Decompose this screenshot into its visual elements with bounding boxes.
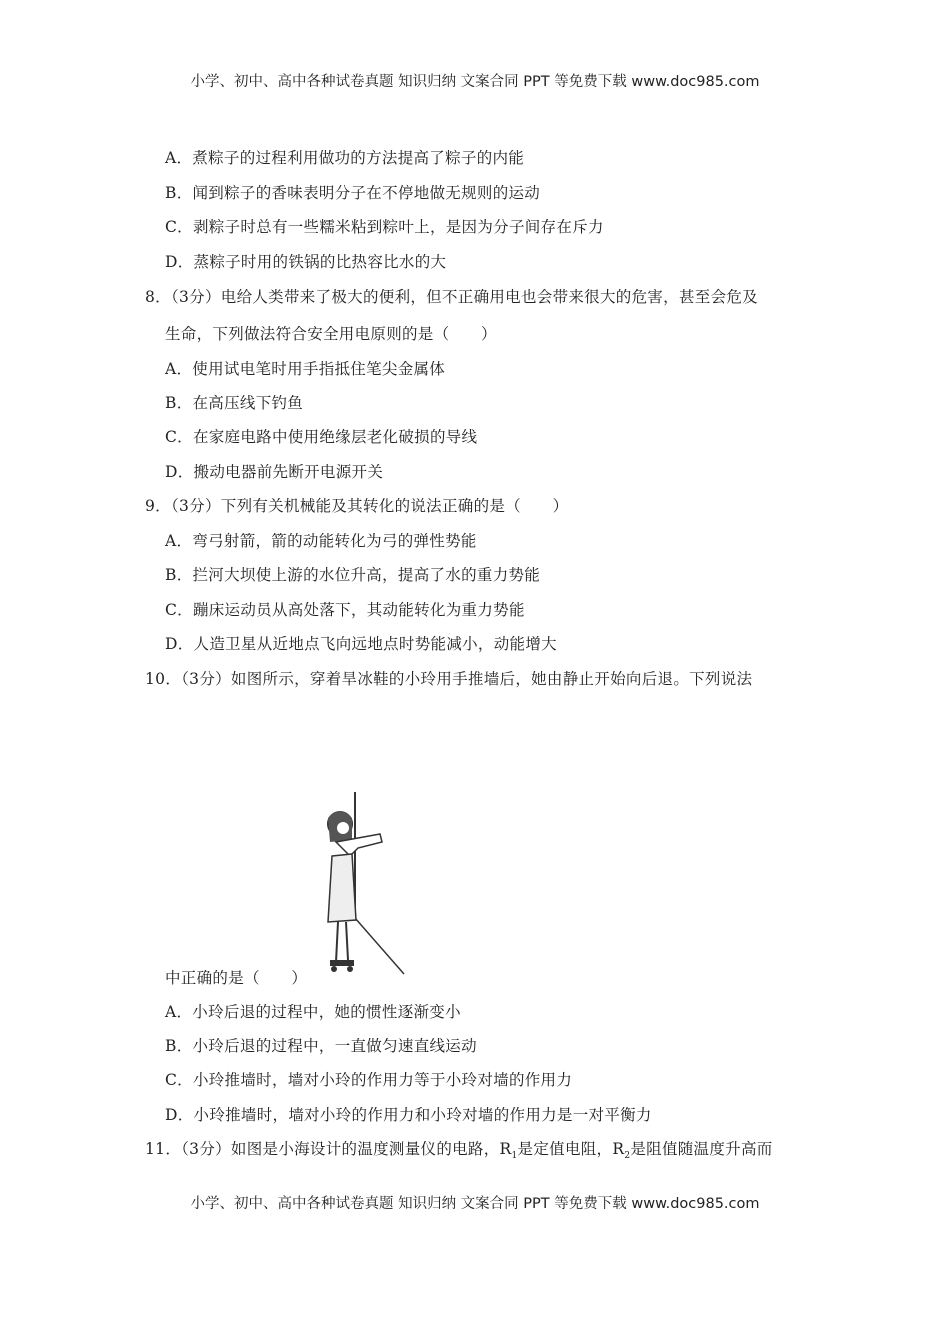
q9-stem: 9．（3分）下列有关机械能及其转化的说法正确的是（ ） bbox=[145, 497, 569, 515]
q10-option-d: D．小玲推墙时，墙对小玲的作用力和小玲对墙的作用力是一对平衡力 bbox=[165, 1106, 652, 1124]
q10-option-b: B．小玲后退的过程中，一直做匀速直线运动 bbox=[165, 1037, 477, 1055]
q8-option-b: B．在高压线下钓鱼 bbox=[165, 394, 304, 412]
q8-stem: 8．（3分）电给人类带来了极大的便利，但不正确用电也会带来很大的危害，甚至会危及 bbox=[145, 288, 758, 306]
q10-option-a: A．小玲后退的过程中，她的惯性逐渐变小 bbox=[165, 1003, 461, 1021]
q7-option-b: B．闻到粽子的香味表明分子在不停地做无规则的运动 bbox=[165, 184, 541, 202]
q7-option-a: A．煮粽子的过程利用做功的方法提高了粽子的内能 bbox=[165, 149, 525, 167]
page-header: 小学、初中、高中各种试卷真题 知识归纳 文案合同 PPT 等免费下载 www.doc985.com bbox=[190, 74, 760, 90]
q9-option-d: D．人造卫星从近地点飞向远地点时势能减小，动能增大 bbox=[165, 635, 557, 653]
q11-stem-a: 11．（3分）如图是小海设计的温度测量仪的电路，R bbox=[145, 1140, 512, 1158]
q10-option-c: C．小玲推墙时，墙对小玲的作用力等于小玲对墙的作用力 bbox=[165, 1071, 573, 1089]
girl-pushing-wall-figure bbox=[318, 790, 412, 976]
q11-stem-c: 是阻值随温度升高而 bbox=[630, 1140, 773, 1158]
q11-stem-b: 是定值电阻，R bbox=[517, 1140, 625, 1158]
r1-subscript: 1 bbox=[511, 1151, 518, 1162]
q10-stem: 10．（3分）如图所示，穿着旱冰鞋的小玲用手推墙后，她由静止开始向后退。下列说法 bbox=[145, 670, 753, 688]
q10-stem-cont: 中正确的是（ ） bbox=[165, 969, 308, 987]
q9-option-b: B．拦河大坝使上游的水位升高，提高了水的重力势能 bbox=[165, 566, 541, 584]
q9-option-a: A．弯弓射箭，箭的动能转化为弓的弹性势能 bbox=[165, 532, 477, 550]
page-footer: 小学、初中、高中各种试卷真题 知识归纳 文案合同 PPT 等免费下载 www.doc985.com bbox=[190, 1196, 760, 1212]
q7-option-d: D．蒸粽子时用的铁锅的比热容比水的大 bbox=[165, 253, 447, 271]
q7-option-c: C．剥粽子时总有一些糯米粘到粽叶上，是因为分子间存在斥力 bbox=[165, 218, 604, 236]
q8-option-a: A．使用试电笔时用手指抵住笔尖金属体 bbox=[165, 360, 446, 378]
q8-option-d: D．搬动电器前先断开电源开关 bbox=[165, 463, 384, 481]
q11-stem bbox=[145, 1137, 773, 1161]
q8-option-c: C．在家庭电路中使用绝缘层老化破损的导线 bbox=[165, 428, 478, 446]
q8-stem-cont: 生命，下列做法符合安全用电原则的是（ ） bbox=[165, 325, 497, 343]
q9-option-c: C．蹦床运动员从高处落下，其动能转化为重力势能 bbox=[165, 601, 525, 619]
r2-subscript: 2 bbox=[624, 1151, 631, 1162]
